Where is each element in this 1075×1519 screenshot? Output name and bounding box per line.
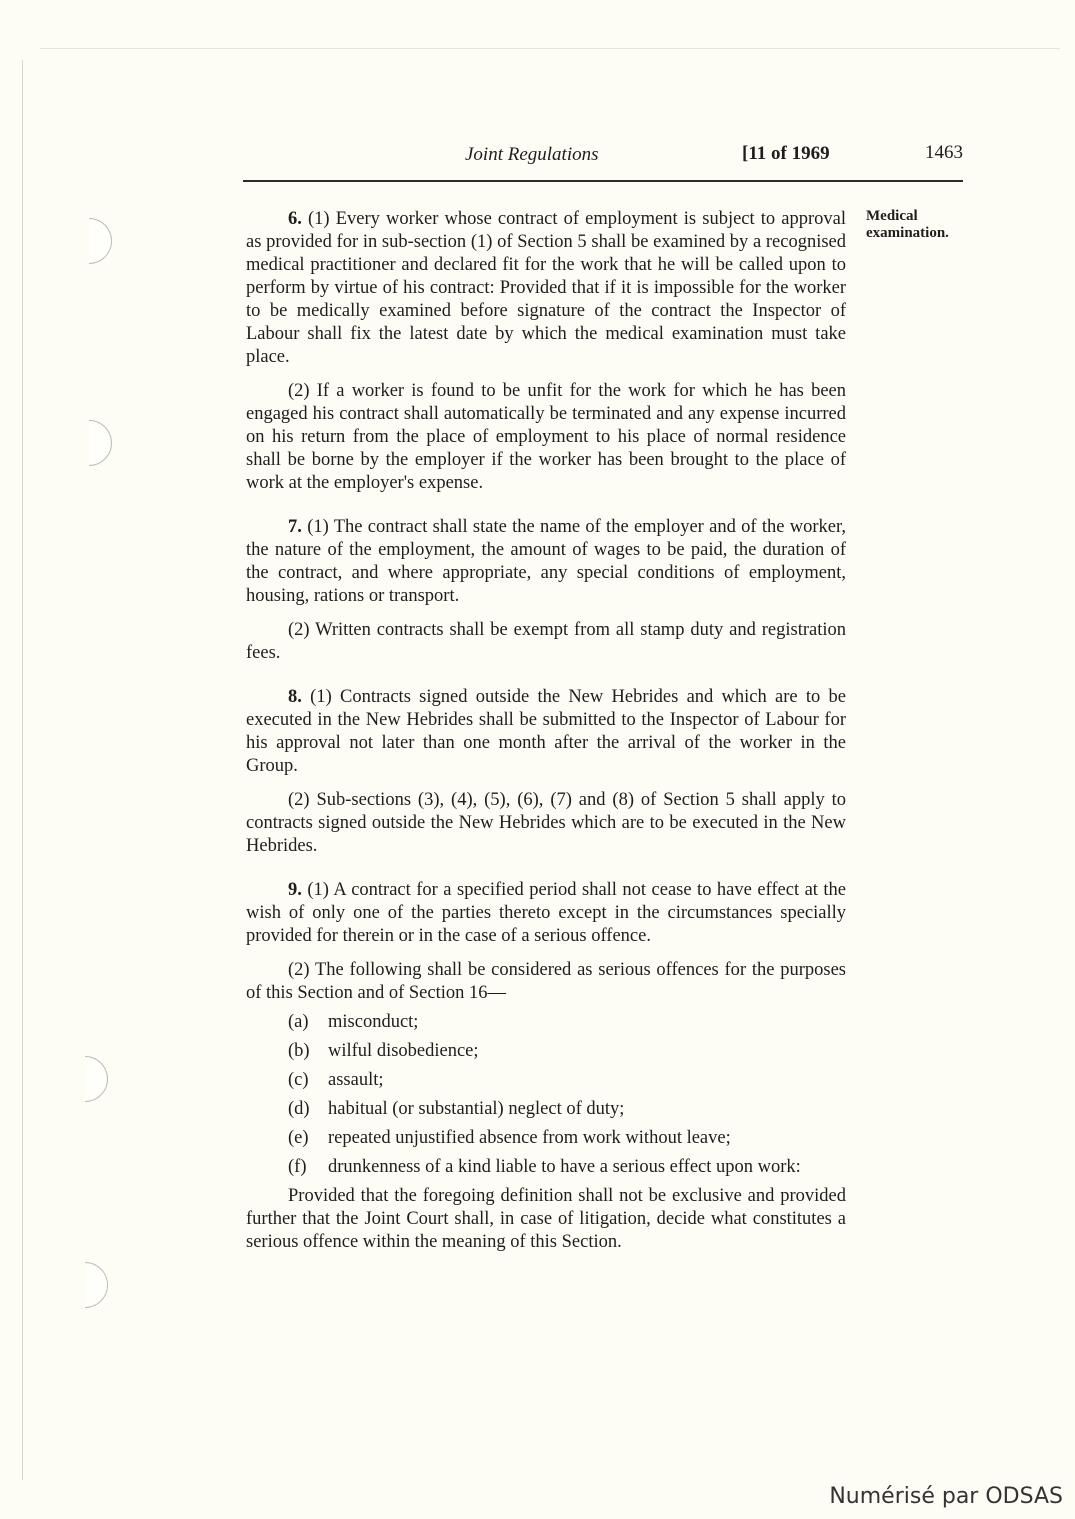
list-item: (e) repeated unjustified absence from work without leave;: [288, 1128, 731, 1148]
section-number: 7.: [288, 517, 302, 537]
act-reference: [11 of 1969: [742, 143, 830, 164]
section-6-para-1: 6. (1) Every worker whose contract of employment is subject to approval as provided for in sub-section (1) of Section 5 shall be examined by a recognised medical practitioner and declared fit for the work that he will be called upon to perform by virtue of his contract: Provided that if it is impossible for the worker to be medically examined before signature of the contract the Inspector of Labour shall fix the latest date by which the medical examination must take place.: [246, 209, 847, 367]
margin-note-line: Medical: [866, 208, 918, 224]
section-number: 9.: [288, 880, 302, 900]
section-7-para-1: 7. (1) The contract shall state the name of the employer and of the worker, the nature of the employment, the amount of wages to be paid, the duration of the contract, and where appropriate, any special conditions of employment, housing, rations or transport.: [246, 517, 847, 606]
page-edge: [22, 60, 23, 1480]
section-8-para-1: 8. (1) Contracts signed outside the New Hebrides and which are to be executed in the New Hebrides shall be submitted to the Inspector of Labour for his approval not later than one month after the arrival of the worker in the Group.: [246, 687, 847, 776]
list-item: (c) assault;: [288, 1070, 384, 1090]
section-9-para-1: 9. (1) A contract for a specified period shall not cease to have effect at the wish of only one of the parties thereto except in the circumstances specially provided for therein or in the case of a serious offence.: [246, 880, 846, 946]
section-number: 8.: [288, 687, 302, 707]
page-number: 1463: [925, 142, 963, 163]
section-9-proviso: Provided that the foregoing definition shall not be exclusive and provided further that the Joint Court shall, in case of litigation, decide what constitutes a serious offence within the meaning of this Section.: [246, 1186, 846, 1252]
section-9-para-2: (2) The following shall be considered as serious offences for the purposes of this Section and of Section 16—: [246, 960, 846, 1003]
section-number: 6.: [288, 209, 302, 229]
list-item: (a) misconduct;: [288, 1012, 419, 1032]
list-item: (b) wilful disobedience;: [288, 1041, 479, 1061]
list-item: (d) habitual (or substantial) neglect of duty;: [288, 1099, 625, 1119]
page-edge-top: [40, 48, 1060, 49]
section-6-para-2: (2) If a worker is found to be unfit for the work for which he has been engaged his contract shall automatically be terminated and any expense incurred on his return from the place of employment to his place of normal residence shall be borne by the employer if the worker has been brought to the place of work at the employer's expense.: [246, 381, 846, 493]
punch-hole: [66, 218, 112, 264]
punch-hole: [66, 420, 112, 466]
margin-note-line: examination.: [866, 225, 949, 241]
page-header: [245, 140, 965, 172]
digitization-watermark: Numérisé par ODSAS: [829, 1484, 1063, 1509]
offence-list: [288, 1011, 846, 1179]
header-rule: [243, 180, 963, 182]
margin-note: [866, 208, 976, 242]
punch-hole: [62, 1056, 108, 1102]
list-item: (f) drunkenness of a kind liable to have a serious effect upon work:: [288, 1157, 801, 1177]
document-body: [246, 208, 846, 1254]
punch-hole: [62, 1262, 108, 1308]
section-7-para-2: (2) Written contracts shall be exempt from all stamp duty and registration fees.: [246, 620, 846, 663]
section-8-para-2: (2) Sub-sections (3), (4), (5), (6), (7) and (8) of Section 5 shall apply to contracts signed outside the New Hebrides which are to be executed in the New Hebrides.: [246, 790, 846, 856]
running-title: Joint Regulations: [465, 144, 599, 165]
